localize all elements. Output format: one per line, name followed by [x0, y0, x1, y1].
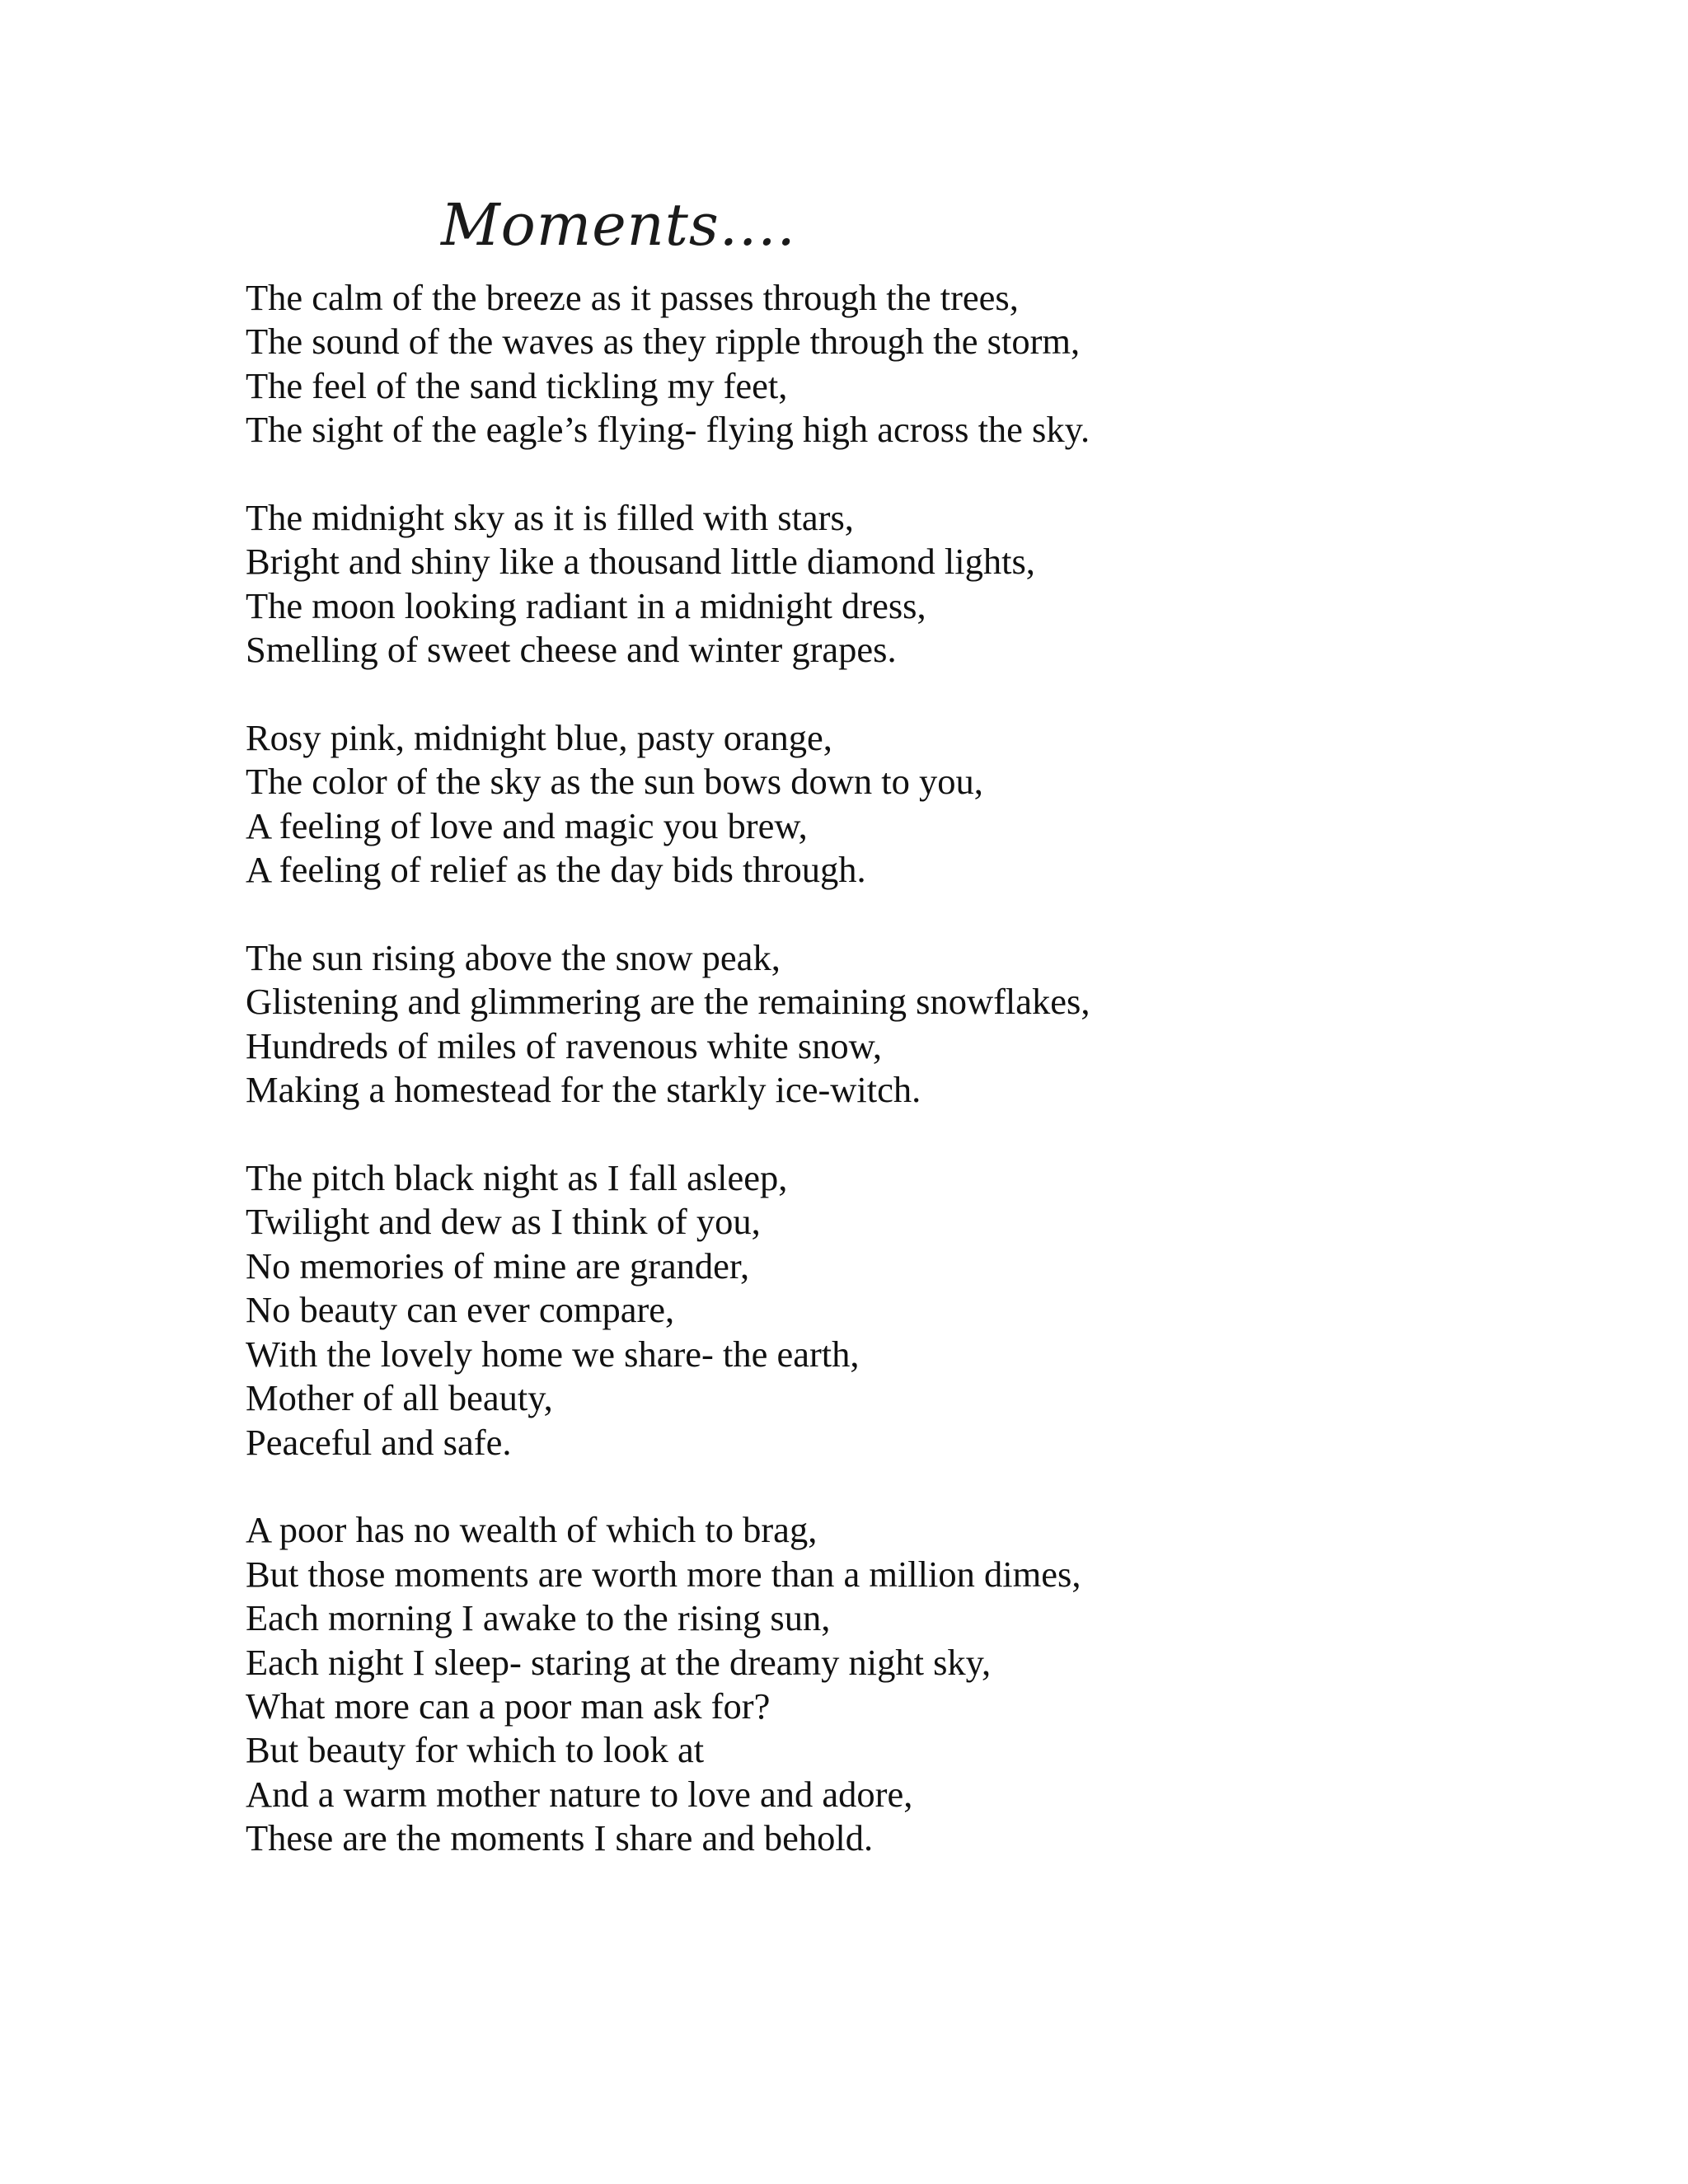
poem-line: A feeling of love and magic you brew,: [246, 804, 808, 846]
poem-line: Glistening and glimmering are the remaining snowflakes,: [246, 981, 1090, 1023]
poem-line: Each night I sleep- staring at the dreamy night sky,: [246, 1641, 992, 1683]
poem-line: Peaceful and safe.: [246, 1421, 512, 1463]
poem-title: Moments....: [441, 191, 796, 259]
poem-line: Bright and shiny like a thousand little diamond lights,: [246, 541, 1035, 583]
poem-line: Twilight and dew as I think of you,: [246, 1201, 761, 1243]
poem-line: But beauty for which to look at: [246, 1729, 705, 1771]
poem-line: The color of the sky as the sun bows down to you,: [246, 761, 983, 803]
poem-line: No memories of mine are grander,: [246, 1244, 750, 1286]
poem-line: The calm of the breeze as it passes through the trees,: [246, 277, 1019, 318]
poem-line: Smelling of sweet cheese and winter grapes.: [246, 629, 897, 671]
poem-line: The sun rising above the snow peak,: [246, 937, 781, 979]
stanza: [246, 276, 1647, 452]
poem-line: A feeling of relief as the day bids through.: [246, 849, 866, 891]
stanza: [246, 716, 1647, 893]
poem-line: What more can a poor man ask for?: [246, 1685, 771, 1727]
poem-body: [246, 276, 1647, 1861]
poem-line: The pitch black night as I fall asleep,: [246, 1157, 788, 1199]
poem-line: These are the moments I share and behold.: [246, 1817, 874, 1859]
poem-line: No beauty can ever compare,: [246, 1289, 675, 1331]
stanza: [246, 1508, 1647, 1860]
poem-line: The feel of the sand tickling my feet,: [246, 364, 788, 406]
poem-line: Rosy pink, midnight blue, pasty orange,: [246, 717, 832, 759]
poem-line: The moon looking radiant in a midnight dress,: [246, 584, 926, 626]
poem-line: Mother of all beauty,: [246, 1377, 553, 1419]
poem-line: And a warm mother nature to love and adore,: [246, 1773, 913, 1815]
poem-line: But those moments are worth more than a million dimes,: [246, 1553, 1081, 1595]
poem-line: Hundreds of miles of ravenous white snow,: [246, 1024, 883, 1066]
stanza: [246, 936, 1647, 1113]
poem-line: A poor has no wealth of which to brag,: [246, 1509, 818, 1551]
poem-line: Making a homestead for the starkly ice-witch.: [246, 1069, 921, 1111]
poem-line: The sight of the eagle’s flying- flying high across the sky.: [246, 409, 1090, 451]
stanza: [246, 1156, 1647, 1465]
stanza: [246, 496, 1647, 673]
poem-line: With the lovely home we share- the earth,: [246, 1333, 860, 1375]
poem-line: Each morning I awake to the rising sun,: [246, 1597, 831, 1639]
poem-line: The sound of the waves as they ripple through the storm,: [246, 321, 1081, 363]
poem-line: The midnight sky as it is filled with stars,: [246, 497, 854, 539]
